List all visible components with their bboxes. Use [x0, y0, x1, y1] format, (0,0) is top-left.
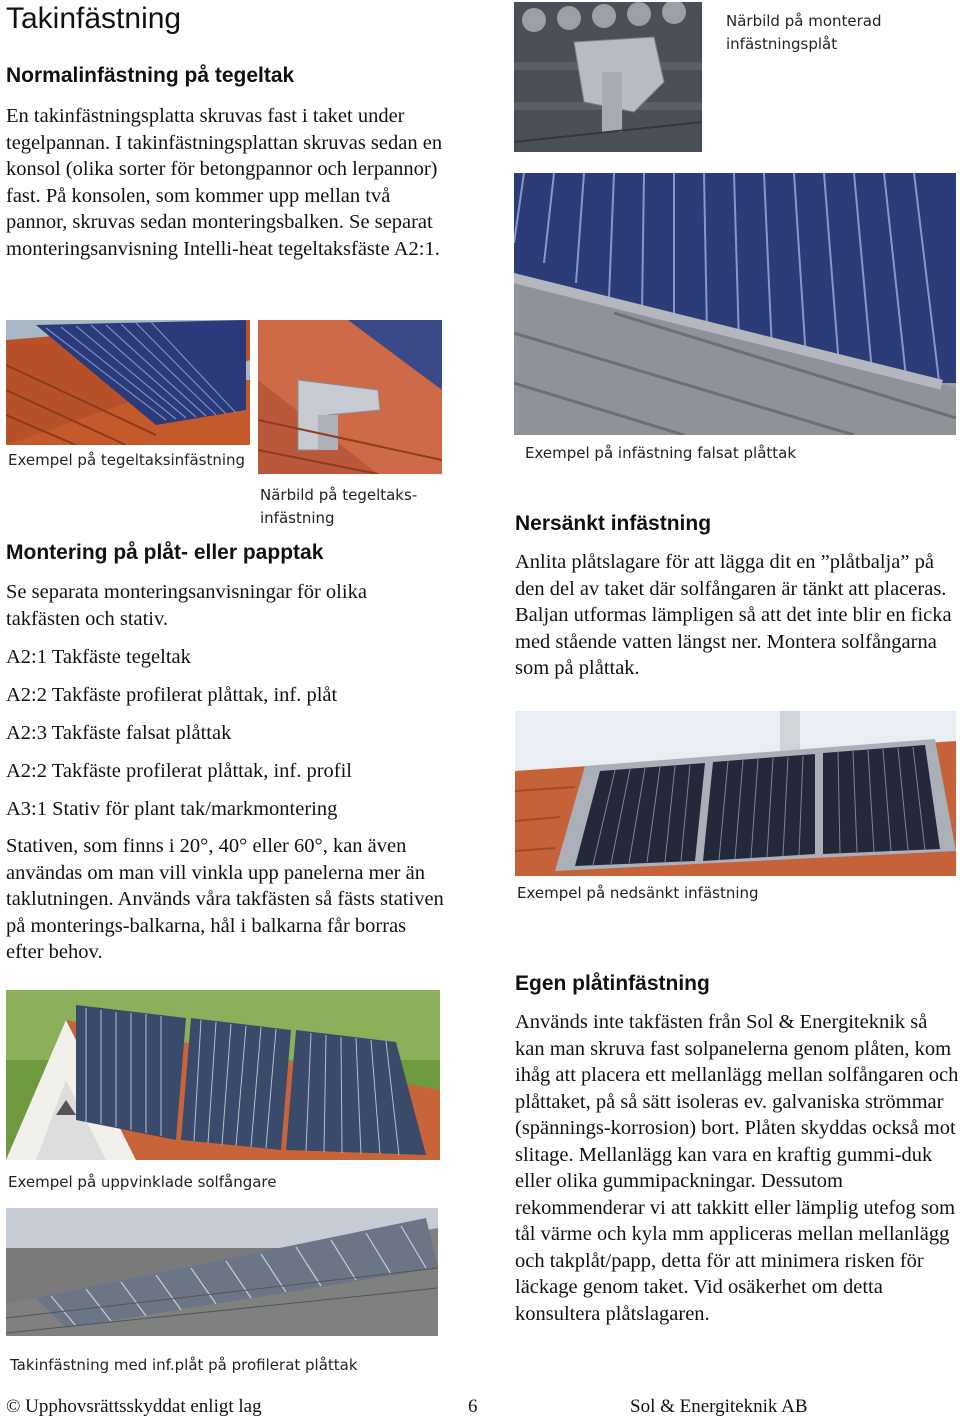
text-stativ: Stativen, som finns i 20°, 40° eller 60°, kan även användas om man vill vinkla upp panelerna mer än taklutningen. Används våra takfästen så fästs stativen på monterings-balkarna, hål i balkarna får borras efter behov. [6, 835, 444, 963]
footer-page-number: 6 [468, 1396, 478, 1417]
text-egen-platinfastning: Används inte takfästen från Sol & Energiteknik så kan man skruva fast solpanelerna genom plåten, kom ihåg att placera ett mellanlägg mellan solfångaren och plåttaket, på så sätt isoleras ev. galvaniska strömmar (spännings-korrosion) bort. Plåten skyddas också mot slitage. Mellanlägg kan vara en kraftig gummi-duk eller olika gummipackningar. Dessutom rekommenderar vi att takkitt eller lämplig utefog som tål värme och kyla mm appliceras mellan mellanlägg och takplåt/papp, detta för att minimera risken för läckage genom taket. Vid osäkerhet om detta konsultera plåtslagaren. [515, 1011, 959, 1325]
footer-copyright: © Upphovsrättsskyddat enligt lag [6, 1396, 262, 1417]
list-item: A2:2 Takfäste profilerat plåttak, inf. profil [6, 760, 353, 782]
caption-tegeltaksinfastning: Exempel på tegeltaksinfästning [8, 451, 246, 469]
list-item: A2:3 Takfäste falsat plåttak [6, 722, 232, 744]
caption-falsat-plattak: Exempel på infästning falsat plåttak [525, 444, 797, 462]
footer-company: Sol & Energiteknik AB [630, 1396, 808, 1417]
caption-narbild-tegeltaksinfastning: Närbild på tegeltaks-infästning [260, 486, 418, 527]
page-title: Takinfästning [6, 2, 182, 35]
heading-egen-platinfastning: Egen plåtinfästning [515, 972, 710, 995]
photo-tegeltaksinfastning [6, 320, 250, 445]
photo-narbild-tegeltaksinfastning [258, 320, 442, 474]
photo-narbild-infastningsplat [514, 2, 702, 152]
caption-uppvinklade-solfangare: Exempel på uppvinklade solfångare [8, 1173, 277, 1191]
text-normalinfastning: En takinfästningsplatta skruvas fast i taket under tegelpannan. I takinfästningsplattan skruvas sedan en konsol (olika sorter för betongpannor och lerpannor) fast. På konsolen, som kommer upp mellan två pannor, skruvas sedan monteringsbalken. Se separat monteringsanvisning Intelli-heat tegeltaksfäste A2:1. [6, 105, 443, 260]
heading-nersankt: Nersänkt infästning [515, 512, 712, 535]
list-item: A2:1 Takfäste tegeltak [6, 646, 191, 668]
list-item: A3:1 Stativ för plant tak/markmontering [6, 798, 338, 820]
caption-narbild-infastningsplat: Närbild på monterad infästningsplåt [726, 12, 882, 53]
text-montering-intro: Se separata monteringsanvisningar för olika takfästen och stativ. [6, 581, 367, 630]
text-nersankt: Anlita plåtslagare för att lägga dit en ”plåtbalja” på den del av taket där solfångaren är tänkt att placeras. Baljan utformas lämpligen så att det inte blir en ficka med stående vatten längst ner. Montera solfångarna som på plåttak. [515, 551, 952, 679]
photo-falsat-plattak [514, 173, 956, 435]
caption-profilerat-plattak: Takinfästning med inf.plåt på profilerat plåttak [10, 1356, 358, 1374]
heading-normalinfastning: Normalinfästning på tegeltak [6, 64, 295, 87]
heading-montering-plat: Montering på plåt- eller papptak [6, 541, 324, 564]
photo-uppvinklade-solfangare [6, 990, 440, 1160]
photo-nedsankt-infastning [515, 711, 956, 876]
caption-nedsankt-infastning: Exempel på nedsänkt infästning [517, 884, 759, 902]
list-item: A2:2 Takfäste profilerat plåttak, inf. plåt [6, 684, 338, 706]
photo-profilerat-plattak [6, 1208, 438, 1336]
